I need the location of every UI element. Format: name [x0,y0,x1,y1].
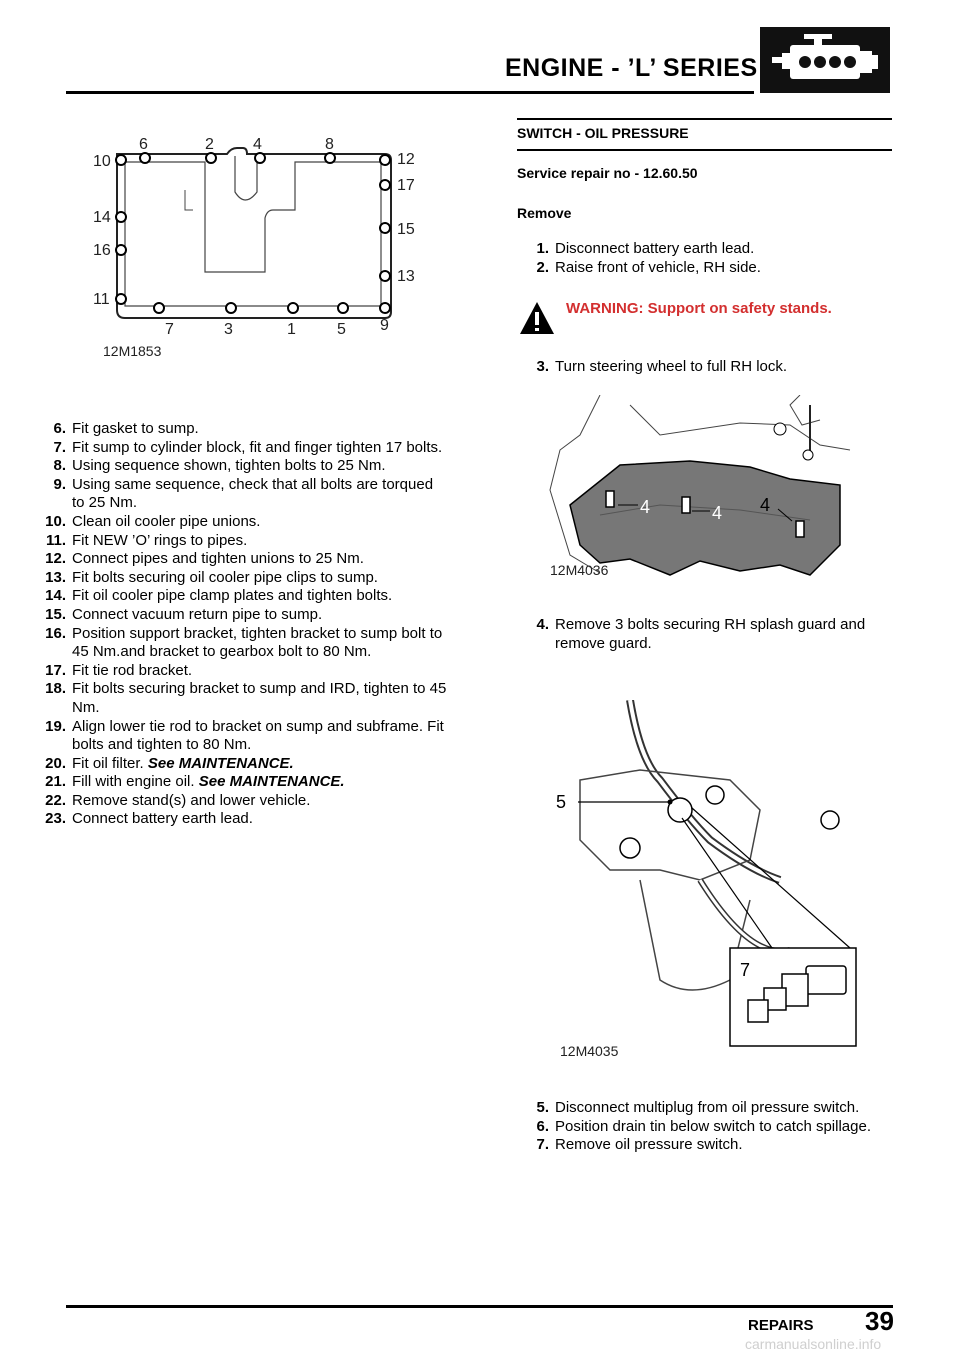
step-item: 18. Fit bolts securing bracket to sump and IRD, tighten to 45 Nm. [45,680,447,716]
splash-guard-figure [540,395,855,585]
warning-icon [518,300,556,336]
page-number: 39 [865,1306,894,1336]
figure-callout: 5 [556,792,567,812]
bolt-label: 12 [397,151,415,168]
bolt-label: 4 [253,136,262,153]
bolt-label: 5 [337,321,346,338]
bolt-label: 17 [397,177,415,194]
step-item: 21. Fill with engine oil. See MAINTENANCE. [45,773,345,791]
figure-id: 12M4036 [550,562,609,578]
engine-icon [760,27,890,93]
step-item: 12. Connect pipes and tighten unions to 25 Nm. [45,550,364,568]
bolt-label: 14 [93,209,111,226]
bolt-label: 2 [205,136,214,153]
bolt-label: 10 [93,153,111,170]
remove-steps-d [511,1099,896,1155]
bolt-label: 15 [397,221,415,238]
section-rule-bottom [517,149,892,151]
bolt-label: 16 [93,242,111,259]
remove-heading: Remove [517,205,572,221]
step-item: 22. Remove stand(s) and lower vehicle. [45,791,311,809]
step-item: 3. Turn steering wheel to full RH lock. [536,358,788,375]
page-header-title: ENGINE - ’L’ SERIES [505,54,758,82]
oil-pressure-switch-figure [550,700,860,1060]
remove-steps-c [511,616,896,653]
step-item: 23. Connect battery earth lead. [45,810,253,828]
step-item: 6. Fit gasket to sump. [53,420,199,437]
step-item: 7. Fit sump to cylinder block, fit and finger tighten 17 bolts. [53,438,443,456]
bolt-label: 7 [165,321,174,338]
step-item: 17. Fit tie rod bracket. [45,661,193,679]
step-item: 4. Remove 3 bolts securing RH splash guard and remove guard. [536,616,866,652]
remove-steps-b [511,358,891,377]
bolt-label: 3 [224,321,233,338]
step-item: 15. Connect vacuum return pipe to sump. [45,605,323,623]
footer-rule [66,1305,893,1308]
warning-text: WARNING: Support on safety stands. [566,300,832,317]
step-item: 5. Disconnect multiplug from oil pressure switch. [536,1099,860,1116]
figure-id: 12M1853 [103,343,162,359]
step-item: 9. Using same sequence, check that all bolts are torqued to 25 Nm. [53,475,434,512]
step-item: 14. Fit oil cooler pipe clamp plates and tighten bolts. [45,587,393,605]
figure-callout: 4 [640,497,651,517]
bolt-label: 9 [380,317,389,334]
bolt-label: 6 [139,136,148,153]
watermark-text: carmanualsonline.info [745,1336,882,1352]
figure-callout: 7 [740,960,751,980]
step-item: 16. Position support bracket, tighten bracket to sump bolt to 45 Nm.and bracket to gearbox bolt to 80 Nm. [45,624,443,661]
step-item: 13. Fit bolts securing oil cooler pipe clips to sump. [45,568,378,586]
figure-callout: 4 [760,495,771,515]
remove-steps-a [511,240,891,277]
step-item: 19. Align lower tie rod to bracket on sump and subframe. Fit bolts and tighten to 80 Nm. [45,717,444,754]
header-rule [66,91,754,94]
step-item: 10. Clean oil cooler pipe unions. [45,512,261,530]
step-item: 7. Remove oil pressure switch. [536,1136,743,1154]
bolt-label: 1 [287,321,296,338]
section-title: SWITCH - OIL PRESSURE [517,125,689,141]
step-item: 11. Fit NEW ’O’ rings to pipes. [45,531,248,549]
step-item: 20. Fit oil filter. See MAINTENANCE. [45,754,294,772]
cross-reference-link[interactable]: See MAINTENANCE. [198,773,345,791]
step-item: 1. Disconnect battery earth lead. [536,240,755,257]
sump-bolt-sequence-figure [85,130,435,365]
step-item: 6. Position drain tin below switch to catch spillage. [536,1117,871,1135]
figure-callout: 4 [712,503,723,523]
section-rule-top [517,118,892,120]
footer-section: REPAIRS [748,1317,814,1334]
step-item: 8. Using sequence shown, tighten bolts to 25 Nm. [53,457,386,475]
bolt-label: 8 [325,136,334,153]
step-item: 2. Raise front of vehicle, RH side. [536,258,761,276]
bolt-label: 11 [93,291,110,308]
refit-steps-list [28,420,448,829]
bolt-label: 13 [397,268,415,285]
service-repair-number: Service repair no - 12.60.50 [517,165,698,181]
cross-reference-link[interactable]: See MAINTENANCE. [147,754,294,772]
figure-id: 12M4035 [560,1043,619,1059]
